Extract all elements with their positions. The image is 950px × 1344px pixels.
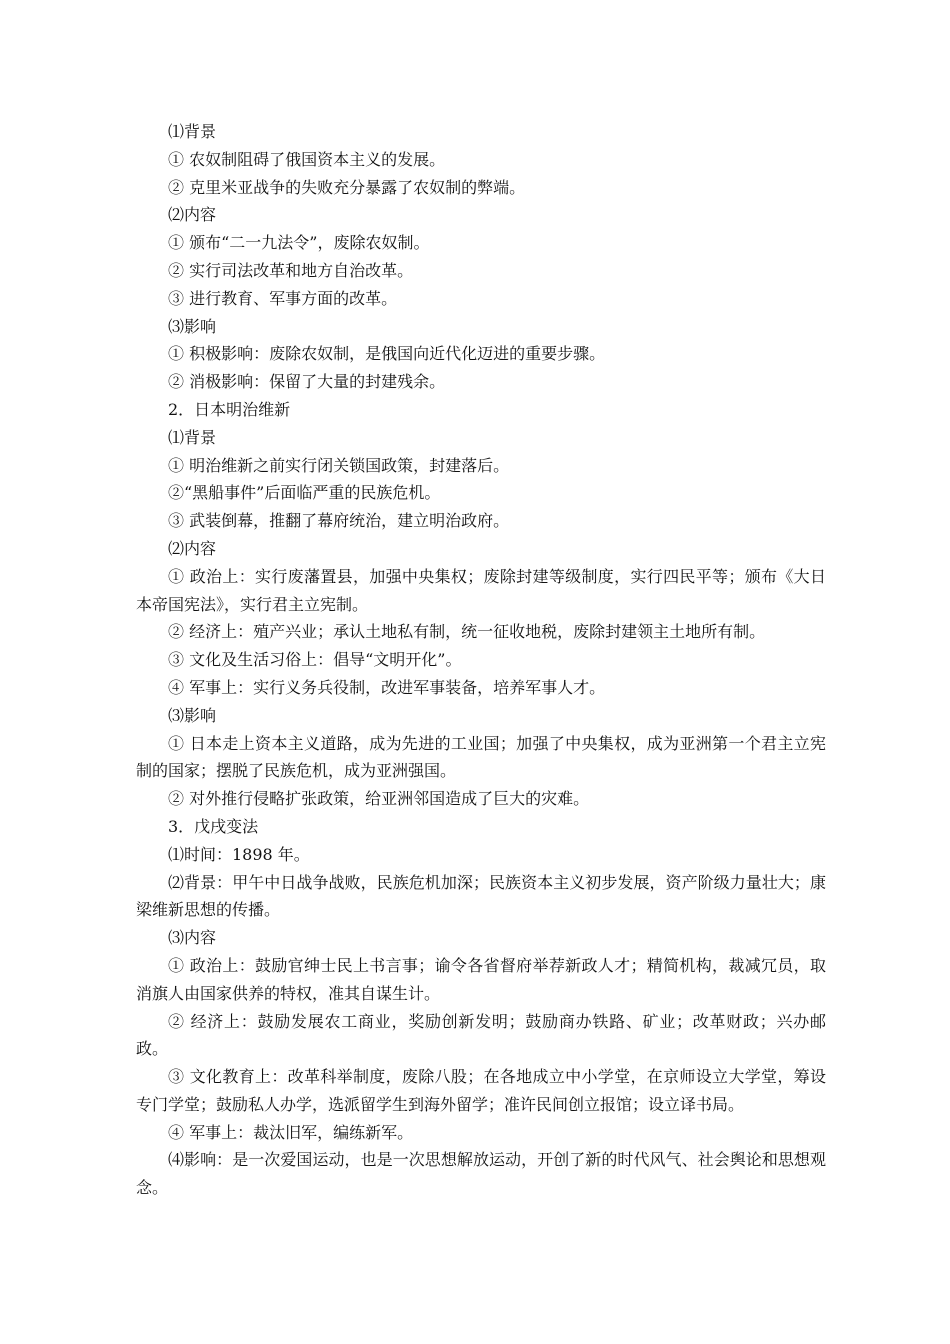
paragraph: ② 实行司法改革和地方自治改革。 (168, 260, 414, 280)
paragraph: ② 克里米亚战争的失败充分暴露了农奴制的弊端。 (168, 177, 526, 197)
paragraph: ① 政治上：实行废藩置县，加强中央集权；废除封建等级制度，实行四民平等；颁布《大日本帝国宪法》，实行君主立宪制。 (136, 566, 826, 614)
paragraph: ① 明治维新之前实行闭关锁国政策，封建落后。 (168, 455, 510, 475)
document-body (136, 118, 826, 1202)
sub-heading-time: ⑴时间：1898 年。 (168, 844, 310, 864)
paragraph: ⑷影响：是一次爱国运动，也是一次思想解放运动，开创了新的时代风气、社会舆论和思想观念。 (136, 1150, 826, 1198)
paragraph: ③ 文化教育上：改革科举制度，废除八股；在各地成立中小学堂，在京师设立大学堂，筹设专门学堂；鼓励私人办学，选派留学生到海外留学；准许民间创立报馆；设立译书局。 (136, 1067, 826, 1114)
sub-heading-impact: ⑶影响 (168, 705, 217, 725)
paragraph: ① 政治上：鼓励官绅士民上书言事；谕令各省督府举荐新政人才；精简机构，裁减冗员，取消旗人由国家供养的特权，准其自谋生计。 (136, 955, 826, 1003)
paragraph: ② 经济上：殖产兴业；承认土地私有制，统一征收地税，废除封建领主土地所有制。 (168, 622, 766, 642)
paragraph: ③ 武装倒幕，推翻了幕府统治，建立明治政府。 (168, 511, 510, 531)
paragraph: ②“黑船事件”后面临严重的民族危机。 (168, 483, 441, 503)
paragraph: ① 颁布“二一九法令”，废除农奴制。 (168, 233, 430, 253)
paragraph: ② 对外推行侵略扩张政策，给亚洲邻国造成了巨大的灾难。 (168, 789, 590, 809)
paragraph: ① 积极影响：废除农奴制，是俄国向近代化迈进的重要步骤。 (168, 344, 606, 364)
section-heading-wuxu: 3．戊戌变法 (168, 816, 259, 836)
paragraph: ④ 军事上：裁汰旧军，编练新军。 (168, 1122, 414, 1142)
paragraph: ④ 军事上：实行义务兵役制，改进军事装备，培养军事人才。 (168, 677, 606, 697)
paragraph: ③ 进行教育、军事方面的改革。 (168, 288, 398, 308)
sub-heading-content: ⑵内容 (168, 205, 217, 225)
sub-heading-impact: ⑶影响 (168, 316, 217, 336)
paragraph: ① 日本走上资本主义道路，成为先进的工业国；加强了中央集权，成为亚洲第一个君主立宪制的国家；摆脱了民族危机，成为亚洲强国。 (136, 733, 826, 781)
paragraph: ⑵背景：甲午中日战争战败，民族危机加深；民族资本主义初步发展，资产阶级力量壮大；康梁维新思想的传播。 (136, 872, 826, 920)
paragraph: ① 农奴制阻碍了俄国资本主义的发展。 (168, 149, 446, 169)
paragraph: ③ 文化及生活习俗上：倡导“文明开化”。 (168, 650, 462, 670)
sub-heading-content: ⑵内容 (168, 538, 217, 558)
paragraph: ② 消极影响：保留了大量的封建残余。 (168, 372, 446, 392)
sub-heading-background: ⑴背景 (168, 122, 217, 141)
sub-heading-content: ⑶内容 (168, 928, 217, 948)
sub-heading-background: ⑴背景 (168, 427, 217, 447)
section-heading-meiji: 2．日本明治维新 (168, 399, 291, 419)
paragraph: ② 经济上：鼓励发展农工商业，奖励创新发明；鼓励商办铁路、矿业；改革财政；兴办邮政。 (136, 1011, 826, 1059)
